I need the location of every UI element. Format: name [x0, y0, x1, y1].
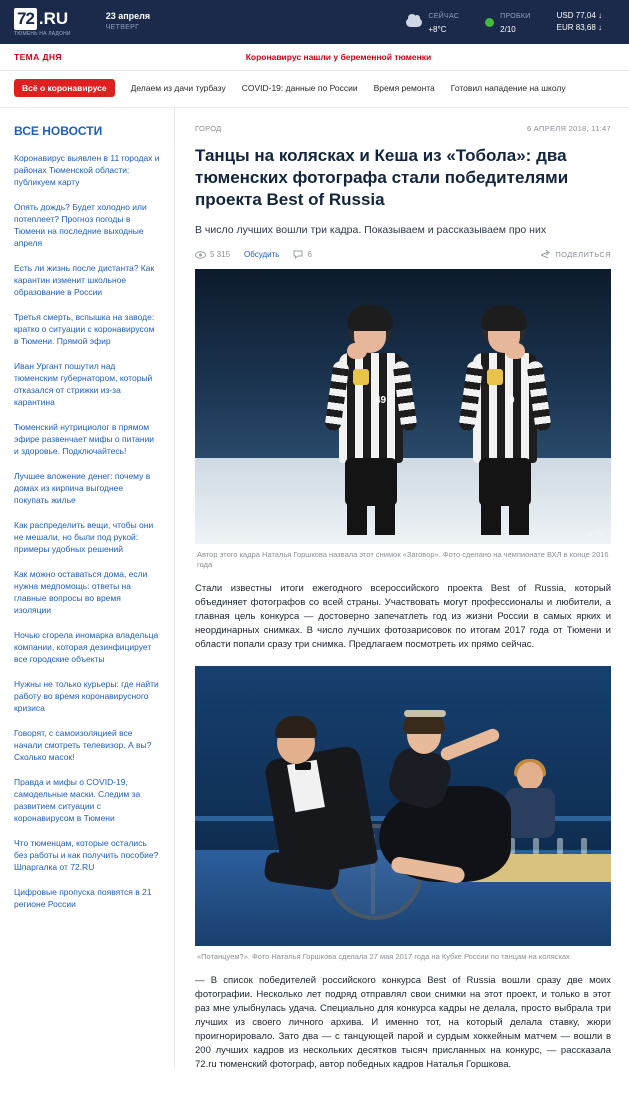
eur-rate: EUR 83,68 ↓: [556, 23, 602, 32]
bottle-icon: [581, 838, 587, 854]
page-layout: [0, 108, 629, 1112]
article-date: 6 АПРЕЛЯ 2018, 11:47: [526, 124, 611, 133]
hockey-referees-photo: [195, 269, 611, 544]
tag-covid-data[interactable]: COVID-19: данные по России: [241, 83, 358, 93]
list-item[interactable]: Как распределить вещи, чтобы они не мешали, но были под рукой: примеры удобных решений: [14, 520, 154, 554]
list-item[interactable]: Что тюменцам, которые остались без работы и как получить пособие? Шпаргалка от 72.RU: [14, 838, 159, 872]
traffic-value: 2/10: [500, 24, 516, 34]
photo-caption: «Потанцуем?». Фото Наталья Горшкова сделала 27 мая 2017 года на Кубке России по танцам на колясках: [197, 952, 570, 961]
sidebar-title[interactable]: ВСЕ НОВОСТИ: [14, 124, 103, 138]
referee-left: 49: [323, 303, 419, 538]
tag-school[interactable]: Готовил нападение на школу: [450, 83, 566, 93]
green-dot-icon: [485, 18, 494, 27]
topic-label: ТЕМА ДНЯ: [14, 52, 62, 62]
view-count-value: 5 315: [210, 250, 231, 259]
share-label: ПОДЕЛИТЬСЯ: [555, 250, 611, 259]
topic-bar: [0, 44, 629, 71]
article-stats: [195, 250, 611, 269]
date-value: 23 апреля: [105, 11, 151, 21]
usd-rate: USD 77,04 ↓: [556, 11, 602, 20]
discuss-button[interactable]: Обсудить: [244, 250, 280, 259]
logo-tagline: ТЮМЕНЬ НА ЛАДОНИ: [14, 30, 71, 37]
list-item[interactable]: Как можно оставаться дома, если нужна медпомощь: ответы на главные вопросы во время изоляции: [14, 569, 148, 615]
view-count: [195, 250, 230, 259]
list-item[interactable]: Цифровые пропуска появятся в 21 регионе России: [14, 887, 152, 909]
photo-watermark: 72.RU: [585, 532, 603, 538]
list-item[interactable]: Иван Ургант пошутил над тюменским губернатором, который отказался от стрижки из-за карантина: [14, 361, 153, 407]
article-lead: В число лучших вошли три кадра. Показываем и рассказываем про них: [195, 224, 547, 236]
photo-caption: Автор этого кадра Наталья Горшкова назвала этот снимок «Заговор». Фото сделано на чемпионате ВХЛ в конце 2016 года: [197, 550, 609, 569]
list-item[interactable]: Ночью сгорела иномарка владельца компании, которая дезинфицирует все городские объекты: [14, 630, 159, 664]
list-item[interactable]: Правда и мифы о COVID-19, самодельные маски. Следим за развитием ситуации с коронавирусом в Тюмени: [14, 777, 141, 823]
logo-mark: 72: [14, 8, 37, 30]
tag-remont[interactable]: Время ремонта: [373, 83, 435, 93]
list-item[interactable]: Есть ли жизнь после дистанта? Как карантин изменит школьное образование в России: [14, 263, 155, 297]
traffic-label: ПРОБКИ: [500, 12, 531, 20]
list-item[interactable]: Тюменский нутрициолог в прямом эфире развенчает мифы о питании и здоровье. Подключайтесь!: [14, 422, 155, 456]
logo-domain: .RU: [38, 8, 69, 28]
comment-icon: [293, 250, 303, 259]
article-paragraph: — В список победителей российского конкурса Best of Russia вошли сразу две моих фотографии. Несколько лет подряд отправлял свои снимки на этот проект, и только в этот раз мне улыбнулась удача. Специально для конкурса кадры не делала, просто выбрала три лучших из своего личного архива. И именно тот, на который делала ставку, жюри проигнорировало. Зато два — с танцующей парой и сурдым хоккейным матчем — вошли в 200 лучших кадров из нескольких десятков тысяч присланных на конкурс, — рассказала 72.ru тюменский фотограф, автор победных кадров Наталья Горшкова.: [195, 975, 611, 1070]
referee-right: 9: [457, 303, 553, 538]
weather-value: +8°C: [428, 24, 447, 34]
currency-block[interactable]: [544, 10, 615, 34]
bottle-icon: [557, 838, 563, 854]
wheelchair-dance-photo: [195, 666, 611, 946]
list-item[interactable]: Коронавирус выявлен в 11 городах и районах Тюменской области: публикуем карту: [14, 153, 160, 187]
share-button[interactable]: [540, 250, 611, 259]
list-item[interactable]: Говорят, с самоизоляцией все начали смотреть телевизор. А вы? Сколько масок!: [14, 728, 152, 762]
topic-headline-link[interactable]: Коронавирус нашли у беременной тюменки: [245, 52, 432, 62]
list-item[interactable]: Лучшее вложение денег: почему в домах из кирпича выгоднее покупать жилье: [14, 471, 151, 505]
tag-coronavirus[interactable]: Всё о коронавирусе: [14, 79, 115, 97]
tag-dacha[interactable]: Делаем из дачи турбазу: [130, 83, 226, 93]
eye-icon: [195, 251, 206, 259]
article-rubric[interactable]: ГОРОД: [195, 124, 222, 133]
weather-label: СЕЙЧАС: [428, 12, 460, 20]
top-bar: [0, 0, 629, 44]
article-meta: [195, 124, 611, 133]
site-logo[interactable]: [14, 8, 71, 37]
article-photo-2: [195, 666, 611, 962]
weather-block[interactable]: [393, 9, 472, 36]
comment-count[interactable]: [293, 250, 311, 259]
page-title: Танцы на колясках и Кеша из «Тобола»: два тюменских фотографа стали победителями проекта Best of Russia: [195, 146, 569, 209]
list-item[interactable]: Нужны не только курьеры: где найти работу во время коронавирусного кризиса: [14, 679, 159, 713]
headband-icon: [404, 710, 446, 717]
date-weekday: ЧЕТВЕРГ: [105, 24, 140, 31]
cloud-icon: [406, 18, 422, 27]
comment-count-value: 6: [307, 250, 312, 259]
article-photo-1: [195, 269, 611, 570]
article: [175, 108, 629, 1112]
dancer-male-body: [263, 745, 378, 880]
traffic-block[interactable]: [472, 9, 544, 36]
list-item[interactable]: Третья смерть, вспышка на заводе: кратко о ситуации с коронавирусом в Тюмени. Прямой эфир: [14, 312, 155, 346]
bottle-icon: [533, 838, 539, 854]
share-icon: [540, 250, 550, 259]
article-paragraph: Стали известны итоги ежегодного всероссийского проекта Best of Russia, который объединяет фотографов со всей страны. Участвовать могут профессионалы и любители, а главная цель конкурса — достоверно запечатлеть год из жизни России в самых ярких и неординарных снимках. В число лучших фотозарисовок по итогам 2017 года от Тюмени и области попали сразу три снимка. Предлагаем посмотреть их прямо сейчас.: [195, 583, 611, 650]
sidebar: [0, 108, 175, 1068]
date-block: [93, 10, 163, 34]
tag-bar: [0, 71, 629, 108]
list-item[interactable]: Опять дождь? Будет холодно или потеплеет? Прогноз погоды в Тюмени на последние выходные апреля: [14, 202, 147, 248]
